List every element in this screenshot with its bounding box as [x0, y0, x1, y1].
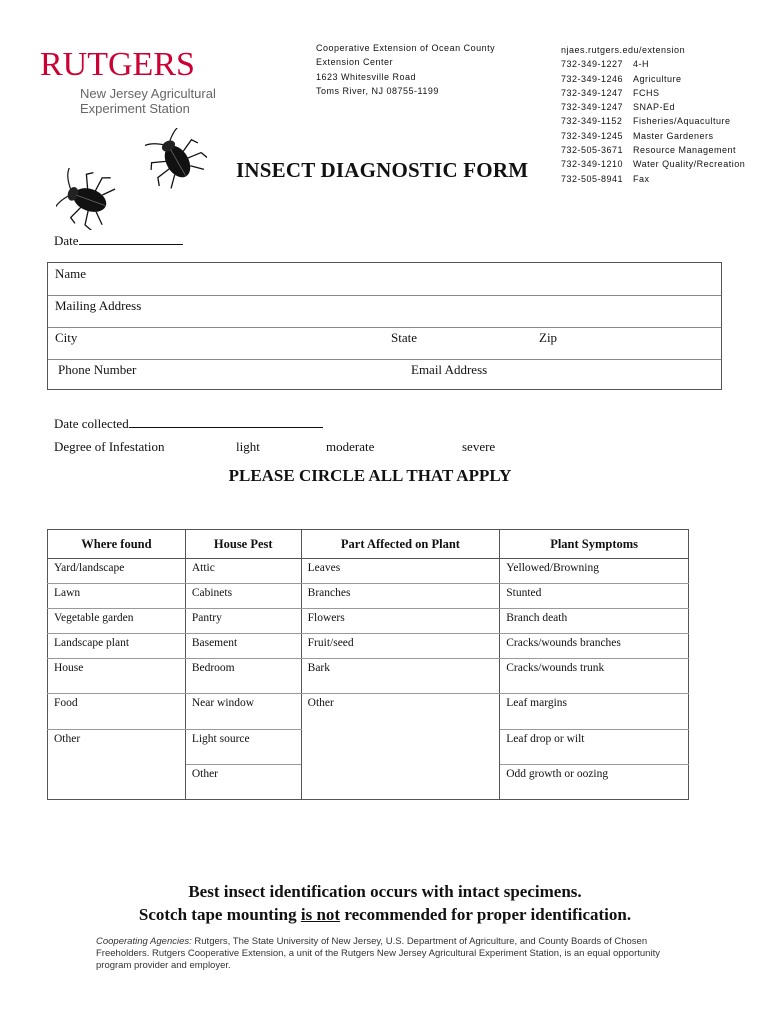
option-cell[interactable]: Leaf drop or wilt — [500, 730, 689, 765]
option-cell[interactable]: Light source — [185, 730, 301, 765]
contact-row — [561, 57, 745, 71]
phone-number: 732-349-1245 — [561, 130, 624, 141]
table-row — [48, 584, 689, 609]
column-header: Part Affected on Plant — [301, 530, 500, 559]
selection-table — [47, 529, 689, 800]
city-label: City — [55, 330, 78, 345]
option-cell[interactable]: Attic — [185, 559, 301, 584]
option-cell[interactable]: Leaf margins — [500, 694, 689, 730]
option-cell[interactable]: Other — [185, 765, 301, 800]
contact-row — [561, 72, 745, 86]
department-label: Master Gardeners — [633, 130, 714, 141]
address-line: Toms River, NJ 08755-1199 — [316, 85, 439, 96]
department-label: 4-H — [633, 59, 650, 70]
contact-info-box — [47, 262, 722, 390]
contact-row — [561, 100, 745, 114]
phone-number: 732-349-1152 — [561, 116, 623, 127]
table-header-row — [48, 530, 689, 559]
office-address — [316, 41, 495, 98]
name-label: Name — [55, 266, 87, 281]
option-cell[interactable]: Stunted — [500, 584, 689, 609]
logo-sub-line2: Experiment Station — [80, 101, 190, 116]
option-cell[interactable]: House — [48, 659, 186, 694]
phone-number: 732-349-1227 — [561, 59, 624, 70]
degree-option-severe[interactable]: severe — [462, 439, 496, 454]
department-label: Resource Management — [633, 145, 737, 156]
phone-number: 732-349-1246 — [561, 73, 624, 84]
option-cell[interactable]: Near window — [185, 694, 301, 730]
contact-row — [561, 86, 745, 100]
contact-row — [561, 172, 745, 186]
form-title: INSECT DIAGNOSTIC FORM — [236, 158, 529, 182]
option-cell[interactable]: Other — [301, 694, 500, 800]
option-cell[interactable]: Cracks/wounds trunk — [500, 659, 689, 694]
cockroach-icon — [145, 128, 207, 190]
address-line: Cooperative Extension of Ocean County — [316, 43, 496, 53]
mailing-address-row[interactable] — [48, 295, 721, 328]
name-row[interactable] — [48, 263, 721, 296]
table-row — [48, 694, 689, 730]
option-cell[interactable]: Cracks/wounds branches — [500, 634, 689, 659]
option-cell[interactable]: Yard/landscape — [48, 559, 186, 584]
coop-text: Rutgers, The State University of New Jersey, U.S. Department of Agriculture, and County Boards of Chosen Freeholders. Rutgers Cooperative Extension, a unit of the Rutgers New Jersey Agricultural Experiment Station, is an equal opportunity program provider and employer. — [96, 936, 660, 971]
column-header: Plant Symptoms — [500, 530, 689, 559]
option-cell[interactable]: Food — [48, 694, 186, 730]
option-cell[interactable]: Landscape plant — [48, 634, 186, 659]
degree-option-light[interactable]: light — [236, 439, 260, 454]
cockroach-icon — [56, 168, 118, 230]
contact-row — [561, 157, 745, 171]
phone-number: 732-349-1247 — [561, 87, 624, 98]
department-label: FCHS — [633, 87, 660, 98]
address-line: Extension Center — [316, 57, 394, 68]
option-cell[interactable]: Other — [48, 730, 186, 800]
option-cell[interactable]: Vegetable garden — [48, 609, 186, 634]
table-row — [48, 659, 689, 694]
department-label: Fisheries/Aquaculture — [633, 116, 731, 127]
table-row — [48, 559, 689, 584]
footer-note-2-pre: Scotch tape mounting — [138, 905, 301, 924]
date-label: Date — [54, 233, 79, 248]
column-header: Where found — [48, 530, 186, 559]
department-label: Water Quality/Recreation — [633, 159, 746, 170]
column-header: House Pest — [185, 530, 301, 559]
logo-subtitle — [80, 86, 216, 116]
table-row — [48, 634, 689, 659]
footer-note-2 — [0, 905, 770, 925]
logo-sub-line1: New Jersey Agricultural — [80, 86, 216, 101]
option-cell[interactable]: Branch death — [500, 609, 689, 634]
circle-instruction-heading: PLEASE CIRCLE ALL THAT APPLY — [228, 466, 512, 485]
date-collected-label: Date collected — [54, 416, 129, 431]
date-collected-field[interactable] — [129, 415, 323, 428]
option-cell[interactable]: Bedroom — [185, 659, 301, 694]
phone-number: 732-505-8941 — [561, 173, 624, 184]
option-cell[interactable]: Odd growth or oozing — [500, 765, 689, 800]
option-cell[interactable]: Flowers — [301, 609, 500, 634]
option-cell[interactable]: Branches — [301, 584, 500, 609]
mailing-address-label: Mailing Address — [55, 298, 142, 313]
option-cell[interactable]: Leaves — [301, 559, 500, 584]
phone-email-row[interactable] — [48, 359, 721, 391]
department-label: SNAP-Ed — [633, 102, 676, 113]
phone-number: 732-349-1210 — [561, 159, 624, 170]
website-link[interactable]: njaes.rutgers.edu/extension — [561, 45, 686, 55]
contact-row — [561, 114, 745, 128]
date-collected-row — [54, 415, 323, 432]
option-cell[interactable]: Cabinets — [185, 584, 301, 609]
address-line: 1623 Whitesville Road — [316, 71, 417, 82]
option-cell[interactable]: Pantry — [185, 609, 301, 634]
department-label: Agriculture — [633, 73, 682, 84]
city-state-zip-row[interactable] — [48, 327, 721, 360]
rutgers-logo: RUTGERS — [40, 46, 195, 83]
option-cell[interactable]: Bark — [301, 659, 500, 694]
phone-number: 732-349-1247 — [561, 102, 624, 113]
table-row — [48, 609, 689, 634]
date-field[interactable] — [79, 232, 183, 245]
zip-label: Zip — [539, 330, 558, 345]
contact-row — [561, 129, 745, 143]
phone-number: 732-505-3671 — [561, 145, 624, 156]
footer-note-2-emphasis: is not — [300, 905, 341, 924]
degree-label: Degree of Infestation — [54, 439, 165, 454]
cooperating-agencies-statement — [96, 936, 696, 972]
option-cell[interactable]: Basement — [185, 634, 301, 659]
state-label: State — [391, 330, 417, 345]
email-label: Email Address — [411, 362, 488, 377]
contact-list — [561, 43, 745, 186]
option-cell[interactable]: Fruit/seed — [301, 634, 500, 659]
phone-label: Phone Number — [58, 362, 137, 377]
date-row — [54, 232, 183, 249]
footer-note-2-post: recommended for proper identification. — [340, 905, 632, 924]
option-cell[interactable]: Lawn — [48, 584, 186, 609]
option-cell[interactable]: Yellowed/Browning — [500, 559, 689, 584]
department-label: Fax — [633, 173, 650, 184]
footer-note-1: Best insect identification occurs with intact specimens. — [188, 882, 582, 901]
coop-label: Cooperating Agencies: — [96, 936, 192, 947]
degree-option-moderate[interactable]: moderate — [326, 439, 375, 454]
contact-row — [561, 143, 745, 157]
